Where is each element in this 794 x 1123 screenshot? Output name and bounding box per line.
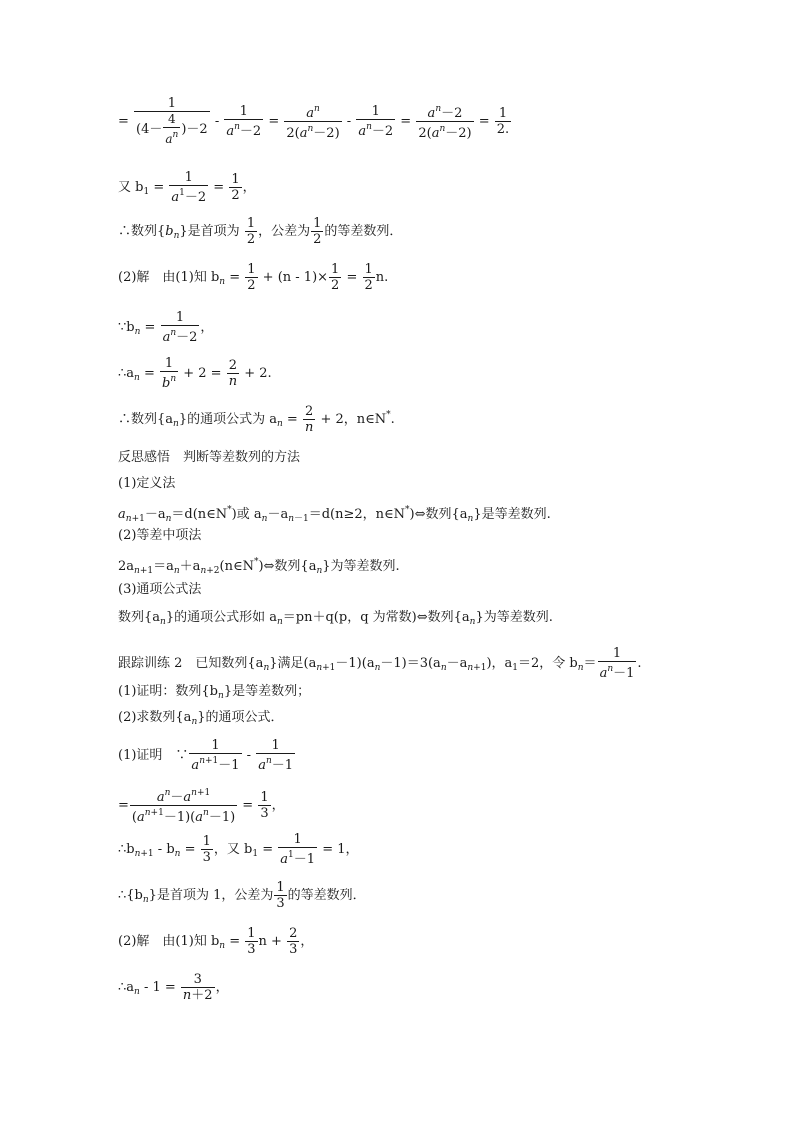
fraction: $\frac{1}{a^1-2}$ xyxy=(171,170,207,205)
fraction: $\frac{1}{a^1-1}$ xyxy=(280,832,316,867)
question-1: (1)证明：数列$\{b_n\}$是等差数列； xyxy=(118,684,311,701)
eq-sign: = xyxy=(268,114,280,129)
fraction: $\frac{2}{3}$ xyxy=(289,926,298,957)
proof-line-1: (1)证明 ∵ $\frac{1}{a^{n+1}-1}$ - $\frac{1}{a^n-1}$ xyxy=(118,738,294,773)
fraction: 1 (4－ $\frac{4}{a^n}$ )－2 xyxy=(136,96,208,146)
fraction: $\frac{1}{2}$ xyxy=(331,262,340,293)
eq-sign: = xyxy=(478,114,490,129)
fraction: $\frac{1}{a^n-2}$ xyxy=(226,104,262,139)
fraction: $\frac{1}{2.}$ xyxy=(496,106,510,137)
question-2: (2)求数列$\{a_n\}$的通项公式． xyxy=(118,710,284,727)
expression-line-5: $\because b_n$ = $\frac{1}{a^n-2}$ ， xyxy=(118,310,214,345)
fraction: $\frac{1}{a^n-1}$ xyxy=(599,646,635,681)
reflection-title: 反思感悟 判断等差数列的方法 xyxy=(118,450,301,465)
tracking-exercise: 跟踪训练 2 已知数列$\{a_n\}$满足$(a_{n+1}-1)(a_n-1)=3(a_n-a_{n+1})$，$a_1=2$，令 $b_n=$ $\frac{1}{a^n-1}$ . xyxy=(118,646,642,681)
fraction: $\frac{1}{2}$ xyxy=(231,172,240,203)
proof-line-2: = $\frac{a^n-a^{n+1}}{(a^{n+1}-1)(a^n-1)}$ = $\frac{1}{3}$ ， xyxy=(118,788,285,825)
proof-line-5: (2)解 由(1)知 $b_n$ = $\frac{1}{3}$ n + $\frac{2}{3}$ ， xyxy=(118,926,314,957)
method-2-title: (2)等差中项法 xyxy=(118,528,202,543)
fraction: $\frac{1}{b^n}$ xyxy=(162,356,177,391)
method-3-title: (3)通项公式法 xyxy=(118,582,202,597)
expression-line-7: ∴数列$\{a_n\}$的通项公式为 $a_n$ = $\frac{2}{n}$ + 2，n∈N*. xyxy=(118,404,395,435)
fraction: $\frac{1}{3}$ xyxy=(247,926,256,957)
fraction: $\frac{1}{3}$ xyxy=(260,790,269,821)
proof-line-6: $\therefore a_n - 1$ = $\frac{3}{n+2}$ ， xyxy=(118,972,229,1003)
fraction: $\frac{1}{2}$ xyxy=(364,262,373,293)
fraction: $\frac{1}{a^{n+1}-1}$ xyxy=(191,738,240,773)
fraction: $\frac{1}{2}$ xyxy=(313,216,322,247)
method-1-title: (1)定义法 xyxy=(118,476,176,491)
expression-line-3: ∴数列$\{b_n\}$是首项为 $\frac{1}{2}$ ，公差为 $\frac{1}{2}$ 的等差数列． xyxy=(118,216,403,247)
eq-sign: = xyxy=(118,114,129,129)
fraction: $\frac{1}{3}$ xyxy=(276,880,285,911)
fraction: $\frac{a^n-a^{n+1}}{(a^{n+1}-1)(a^n-1)}$ xyxy=(131,788,236,825)
proof-line-3: $\therefore b_{n+1} - b_n$ = $\frac{1}{3}$ ，又 $b_1$ = $\frac{1}{a^1-1}$ = 1， xyxy=(118,832,359,867)
expression-line-1: = 1 (4－ $\frac{4}{a^n}$ )－2 - $\frac{1}{a^n-2}$ = $\frac{a^n}{2(a^n-2)}$ - $\frac{1}{a^n-2}$ = $\frac{a^n-2}{2(a^n-2)}$ = $\frac{1}{2.}$ xyxy=(118,96,510,146)
expression-line-6: $\therefore a_n$ = $\frac{1}{b^n}$ + 2 = $\frac{2}{n}$ + 2. xyxy=(118,356,272,391)
text: 又 b xyxy=(118,180,144,195)
fraction: $\frac{1}{2}$ xyxy=(246,216,256,247)
fraction: $\frac{2}{n}$ xyxy=(304,404,314,435)
expression-line-2: 又 $b_1$ = $\frac{1}{a^1-2}$ = $\frac{1}{2}$ ， xyxy=(118,170,256,205)
fraction: $\frac{3}{n+2}$ xyxy=(182,972,213,1003)
fraction: $\frac{1}{a^n-1}$ xyxy=(258,738,294,773)
method-2-text: $2a_{n+1}=a_n+a_{n+2}(n\in N^*)\Leftrightarrow$数列$\{a_n\}$为等差数列. xyxy=(118,557,400,576)
proof-line-4: $\therefore\{b_n\}$是首项为 1，公差为 $\frac{1}{3}$ 的等差数列． xyxy=(118,880,366,911)
fraction: $\frac{2}{n}$ xyxy=(228,358,238,389)
fraction: $\frac{a^n-2}{2(a^n-2)}$ xyxy=(418,104,472,141)
fraction: $\frac{1}{3}$ xyxy=(202,834,211,865)
fraction: $\frac{1}{a^n-2}$ xyxy=(358,104,394,139)
method-1-text: $a_{n+1}-a_n=d(n\in N^*)$或 $a_n-a_{n-1}=d(n\ge 2$，n∈N*)⇔数列$\{a_n\}$是等差数列. xyxy=(118,505,551,524)
eq-sign: = xyxy=(400,114,412,129)
expression-line-4: (2)解 由(1)知 $b_n$ = $\frac{1}{2}$ + (n - 1)× $\frac{1}{2}$ = $\frac{1}{2}$ n. xyxy=(118,262,389,293)
fraction: $\frac{a^n}{2(a^n-2)}$ xyxy=(286,104,340,141)
fraction: $\frac{1}{2}$ xyxy=(247,262,256,293)
method-3-text: 数列$\{a_n\}$的通项公式形如 $a_n=pn+q(p$，q 为常数)⇔数列$\{a_n\}$为等差数列. xyxy=(118,610,553,627)
fraction: $\frac{1}{a^n-2}$ xyxy=(162,310,198,345)
